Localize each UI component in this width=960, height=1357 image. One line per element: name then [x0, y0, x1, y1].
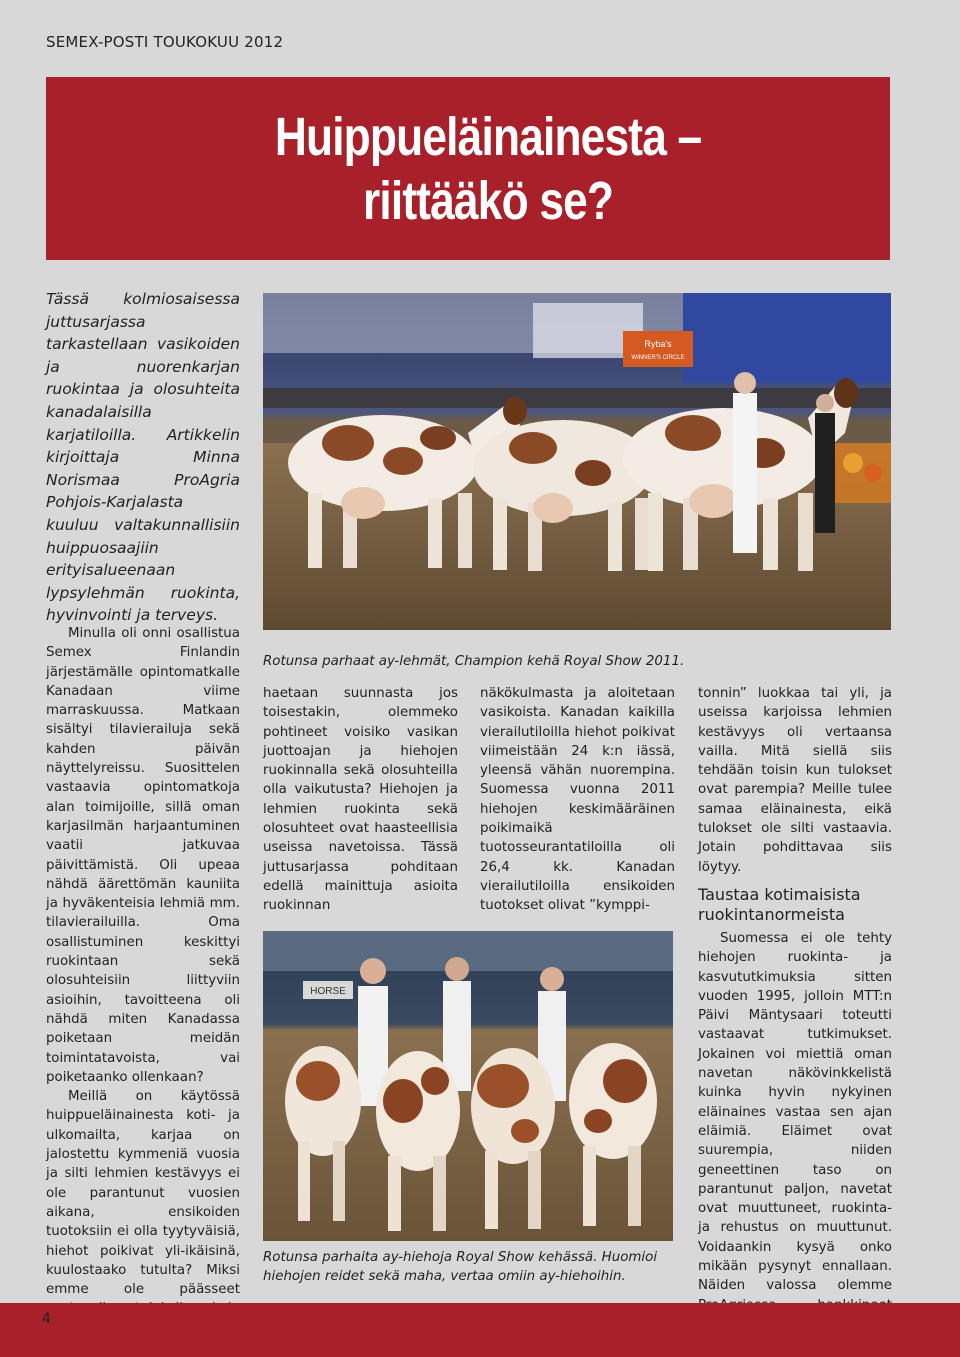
banner-text: Ryba's	[644, 339, 672, 349]
col3-paragraph: näkökulmasta ja aloitetaan vasikoista. Kanadan kaikilla vierailutiloilla hiehot poikivat viimeistään 24 k:n iässä, yleensä vähän nuorempina. Suomessa vuonna 2011 hiehojen keskimääräinen poikimaikä tuotosseurantatiloilla oli 26,4 kk. Kanadan vierailutiloilla ensikoiden tuotokset olivat ”kymppi-	[480, 686, 675, 914]
cow-photo-illustration	[263, 293, 891, 630]
sign-text: WINNER'S CIRCLE	[631, 355, 685, 361]
intro-lead: Tässä kolmiosaisessa juttusarjassa tarkastellaan vasikoiden ja nuorenkarjan ruokintaa ja olosuhteita kanadalaisilla karjatiloilla. Artikkelin kirjoittaja Minna Norismaa ProAgria Pohjois-Karjalasta kuuluu valtakunnallisiin huippuosaajiin erityisalueenaan lypsylehmän ruokinta, hyvinvointi ja terveys.	[46, 290, 240, 625]
col1-paragraph-1: Minulla oli onni osallistua Semex Finlandin järjestämälle opintomatkalle Kanadaan viime marraskuussa. Matkaan sisältyi tilavierailuja sekä kahden päivän näyttelyreissu. Suosittelen vastaavia opintomatkoja alan toimijoille, sillä oman karjasilmän harjaantuminen vaatii jatkuvaa päivittämistä. Oli upeaa nähdä äärettömän kauniita ja hyväkenteisia lehmiä mm. tilavierailuilla. Oma osallistuminen keskittyi ruokintaan sekä olosuhteisiin liittyviin asioihin, tavoitteena oli nähdä miten Kanadassa poiketaan meidän toimintatavoista, vai poiketaanko ollenkaan?	[46, 626, 240, 1085]
body-column-1	[46, 624, 240, 1338]
article-title	[275, 105, 702, 233]
col1-paragraph-2: Meillä on käytössä huippueläinainesta koti- ja ulkomailta, karjaa on jalostettu kymmeniä vuosia ja silti lehmien kestävyys ei ole parantunut vuosien aikana, ensikoiden tuotoksiin ei olla tyytyväisiä, hiehot poikivat yli-ikäisinä, kuulostaako tutulta? Miksi emme ole päässeet	[46, 1089, 240, 1298]
heifers-photo	[263, 931, 673, 1241]
title-line-1: Huippueläinainesta –	[274, 106, 702, 167]
horse-sign-text: HORSE	[310, 986, 346, 997]
heifer-photo-illustration	[263, 931, 673, 1241]
title-banner	[46, 77, 890, 260]
footer-bar	[0, 1303, 960, 1357]
body-column-3	[480, 684, 675, 916]
col4-paragraph-1: tonnin” luokkaa tai yli, ja useissa karjoissa lehmien kestävyys oli vertaansa vailla. Mitä siellä siis tehdään toisin kun tulokset ovat parempia? Meille tulee samaa eläinainesta, eikä tulokset ole silti vastaavia. Jotain pohdittavaa siis löytyy.	[698, 686, 892, 875]
photo1-caption: Rotunsa parhaat ay-lehmät, Champion kehä Royal Show 2011.	[263, 654, 685, 669]
col4-paragraph-2: Suomessa ei ole tehty hiehojen ruokinta- ja kasvututkimuksia sitten vuoden 1995, jolloin MTT:n Päivi Mäntysaari toteutti vastaavat tutkimukset. Jokainen voi miettiä oman navetan näkövinkkelistä kuinka hyvin nykyinen eläinaines vastaa sen ajan eläimiä. Eläimet ovat suurempia, niiden geneettinen taso on parantunut paljon, navetat ovat muuttuneet, ruokinta- ja rehustus on muuttunut. Voidaankin kysyä onko mikään pysynyt ennallaan. Näiden valossa olemme	[698, 930, 892, 1294]
body-column-4	[698, 684, 892, 1334]
cows-champion-photo	[263, 293, 891, 630]
running-header: SEMEX-POSTI TOUKOKUU 2012	[46, 33, 284, 51]
subheading: Taustaa kotimaisista ruokintanormeista	[698, 884, 861, 924]
col2-paragraph: haetaan suunnasta jos toisestakin, olemmeko pohtineet voisiko vasikan juottoajan ja hiehojen ruokinnalla sekä olosuhteilla olla vaikutusta? Hiehojen ja lehmien ruokinta sekä olosuhteet ovat haasteellisia useissa navetoissa. Tässä juttusarjassa pohditaan edellä mainittuja asioita ruokinnan	[263, 686, 458, 914]
title-line-2: riittääkö se?	[362, 170, 614, 231]
page-number: 4	[42, 1311, 51, 1327]
body-column-2	[263, 684, 458, 916]
photo2-caption: Rotunsa parhaita ay-hiehoja Royal Show kehässä. Huomioi hiehojen reidet sekä maha, vertaa omiin ay-hiehoihin.	[263, 1250, 658, 1284]
